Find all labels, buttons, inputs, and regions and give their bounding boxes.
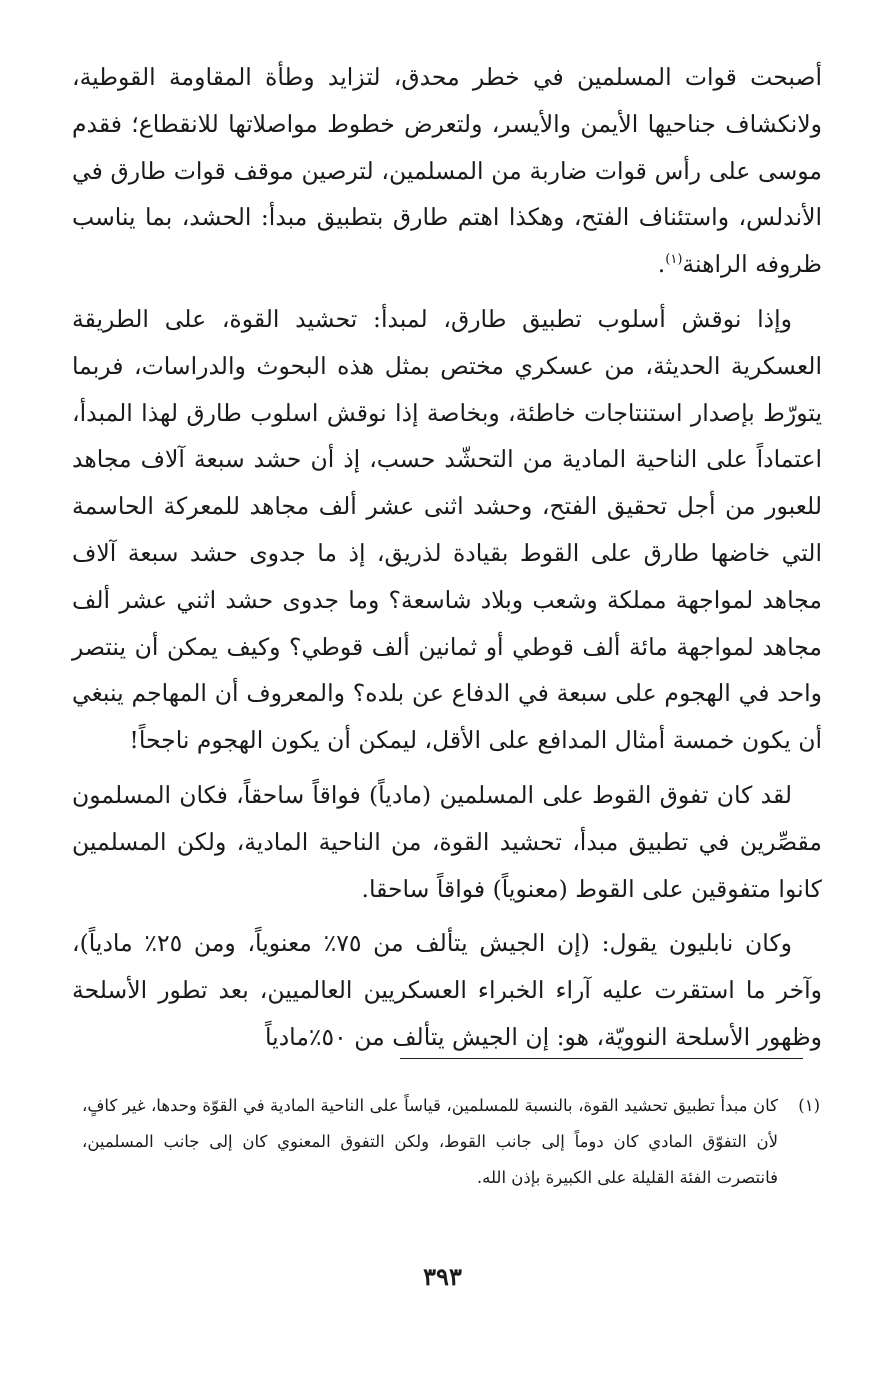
paragraph-3: لقد كان تفوق القوط على المسلمين (مادياً) فواقاً ساحقاً، فكان المسلمون مقصِّرين في تطبيق مبدأ، تحشيد القوة، من الناحية المادية، ولكن المسلمين كانوا متفوقين على القوط (معنوياً) فواقاً ساحقا. xyxy=(72,780,822,903)
footnote-text: كان مبدأ تطبيق تحشيد القوة، بالنسبة للمسلمين، قياساً على الناحية المادية في القوّة وحدها، غير كافٍ، لأن التفوّق المادي كان دوماً إلى جانب القوط، ولكن التفوق المعنوي كان إلى جانب المسلمين، فانتصرت الفئة القليلة على الكبيرة بإذن الله. xyxy=(82,1096,778,1187)
paragraph-1 xyxy=(72,54,822,288)
paragraph-2: وإذا نوقش أسلوب تطبيق طارق، لمبدأ: تحشيد القوة، على الطريقة العسكرية الحديثة، من عسكري مختص بمثل هذه البحوث والدراسات، فربما يتورّط بإصدار استنتاجات خاطئة، وبخاصة إذا نوقش اسلوب طارق لهذا المبدأ، اعتماداً على الناحية المادية من التحشّد حسب، إذ أن حشد سبعة آلاف مجاهد للعبور من أجل تحقيق الفتح، وحشد اثنى عشر ألف مجاهد للمعركة الحاسمة التي خاضها طارق على القوط بقيادة لذريق، إذ ما جدوى حشد سبعة آلاف مجاهد لمواجهة مملكة وشعب وبلاد شاسعة؟ وما جدوى حشد اثني عشر ألف مجاهد لمواجهة مائة ألف قوطي أو ثمانين ألف قوطي؟ وكيف يمكن أن ينتصر واحد في الهجوم على سبعة في الدفاع عن بلده؟ والمعروف أن المهاجم ينبغي أن يكون خمسة أمثال المدافع على الأقل، ليمكن أن يكون الهجوم ناجحاً! xyxy=(72,304,822,755)
paragraph-1-text: أصبحت قوات المسلمين في خطر محدق، لتزايد وطأة المقاومة القوطية، ولانكشاف جناحيها الأيمن والأيسر، ولتعرض خطوط مواصلاتها للانقطاع؛ فقدم موسى على رأس قوات ضاربة من المسلمين، لترصين موقف قوات طارق في الأندلس، واستئناف الفتح، وهكذا اهتم طارق بتطبيق مبدأ: الحشد، بما يناسب ظروفه الراهنة xyxy=(72,63,822,279)
paragraph-4: وكان نابليون يقول: (إن الجيش يتألف من ٧٥٪ معنوياً، ومن ٢٥٪ مادياً)، وآخر ما استقرت عليه آراء الخبراء العسكريين العالميين، بعد تطور الأسلحة وظهور الأسلحة النوويّة، هو: إن الجيش يتألف من ٥٠٪مادياً xyxy=(72,929,822,1051)
footnote-reference[interactable]: (١) xyxy=(665,252,683,268)
page-number: ٣٩٣ xyxy=(423,1262,462,1291)
footnotes-section xyxy=(82,1088,820,1196)
main-text xyxy=(72,54,822,1061)
footnote-divider xyxy=(400,1058,803,1059)
paragraph-1-end: . xyxy=(657,250,666,279)
footnote-1 xyxy=(82,1088,820,1196)
footnote-marker: (١) xyxy=(798,1096,820,1115)
